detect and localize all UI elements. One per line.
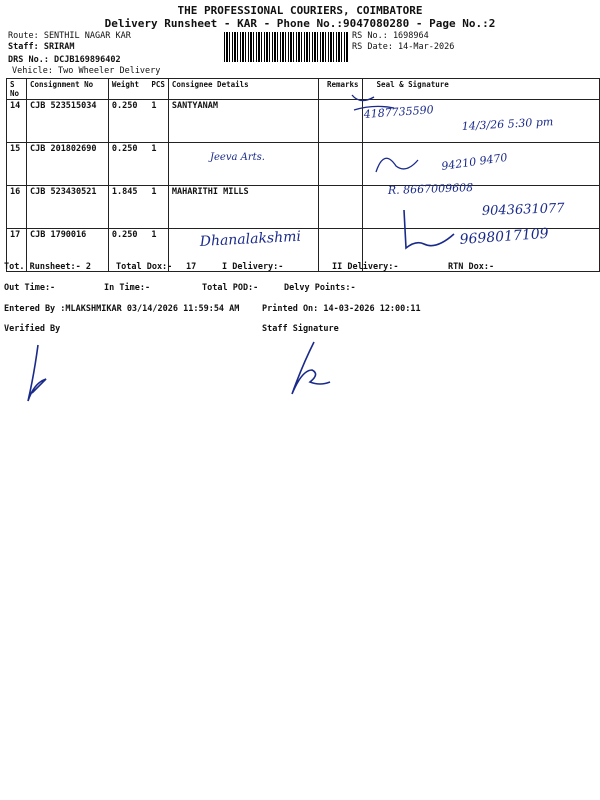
row-pcs: 1 — [148, 229, 168, 272]
row15-signature-stroke — [376, 158, 418, 172]
col-seal-signature: Seal & Signature — [362, 79, 599, 100]
col-pcs: PCS — [148, 79, 168, 100]
row-weight: 0.250 — [108, 143, 148, 186]
col-remarks: Remarks — [318, 79, 362, 100]
row-pcs: 1 — [148, 143, 168, 186]
entered-by: Entered By :MLAKSHMIKAR 03/14/2026 11:59:54 AM — [4, 304, 240, 314]
row-sno: 17 — [7, 229, 27, 272]
tot-runsheet: Tot. Runsheet:- 2 — [4, 262, 91, 272]
col-consignee: Consignee Details — [168, 79, 318, 100]
row17-consignee-handwritten: Dhanalakshmi — [199, 228, 302, 250]
row-consignee: SANTYANAM — [168, 100, 318, 143]
verified-signature — [28, 345, 46, 401]
rs-date: RS Date: 14-Mar-2026 — [352, 42, 455, 52]
row-weight: 1.845 — [108, 186, 148, 229]
total-dox-value: 17 — [186, 262, 197, 272]
out-time: Out Time:- — [4, 283, 56, 293]
row17-signature-stroke — [404, 210, 454, 248]
row14-date: 14/3/26 5:30 pm — [461, 115, 554, 133]
row14-sig-number: 4187735590 — [363, 103, 435, 121]
row16-phone: 9043631077 — [481, 201, 565, 219]
ii-delivery: II Delivery:- — [332, 262, 399, 272]
row-sno: 16 — [7, 186, 27, 229]
row16-sig: R. 8667009608 — [387, 181, 474, 197]
printed-on: Printed On: 14-03-2026 12:00:11 — [262, 304, 421, 314]
row-consignment: CJB 523515034 — [26, 100, 108, 143]
row-sno: 15 — [7, 143, 27, 186]
in-time: In Time:- — [104, 283, 151, 293]
col-sno: S No — [7, 79, 27, 100]
row-weight: 0.250 — [108, 229, 148, 272]
runsheet-subtitle: Delivery Runsheet - KAR - Phone No.:9047080280 - Page No.:2 — [104, 17, 496, 30]
row17-phone: 9698017109 — [459, 225, 550, 248]
col-weight: Weight — [108, 79, 148, 100]
delvy-points: Delvy Points:- — [284, 283, 356, 293]
row-weight: 0.250 — [108, 100, 148, 143]
drs-label: DRS No.: DCJB169896402 — [8, 55, 121, 65]
row-consignee: MAHARITHI MILLS — [168, 186, 318, 229]
rtn-dox: RTN Dox:- — [448, 262, 495, 272]
row-sno: 14 — [7, 100, 27, 143]
row15-consignee-handwritten: Jeeva Arts. — [210, 152, 265, 163]
row-pcs: 1 — [148, 100, 168, 143]
total-pod: Total POD:- — [202, 283, 259, 293]
row-consignment: CJB 201802690 — [26, 143, 108, 186]
row-consignment: CJB 523430521 — [26, 186, 108, 229]
row-consignment: CJB 1790016 — [26, 229, 108, 272]
staff-label: Staff: SRIRAM — [8, 42, 75, 52]
i-delivery: I Delivery:- — [222, 262, 284, 272]
row15-sig-number: 94210 9470 — [440, 150, 509, 173]
company-title: THE PROFESSIONAL COURIERS, COIMBATORE — [177, 4, 423, 17]
total-dox-label: Total Dox:- — [116, 262, 173, 272]
staff-signature-stroke — [292, 342, 330, 394]
verified-by-label: Verified By — [4, 324, 61, 334]
route-label: Route: SENTHIL NAGAR KAR — [8, 31, 131, 41]
staff-signature-label: Staff Signature — [262, 324, 339, 334]
vehicle-label: Vehicle: Two Wheeler Delivery — [12, 66, 161, 76]
row-pcs: 1 — [148, 186, 168, 229]
col-consignment: Consignment No — [26, 79, 108, 100]
rs-number: RS No.: 1698964 — [352, 31, 429, 41]
